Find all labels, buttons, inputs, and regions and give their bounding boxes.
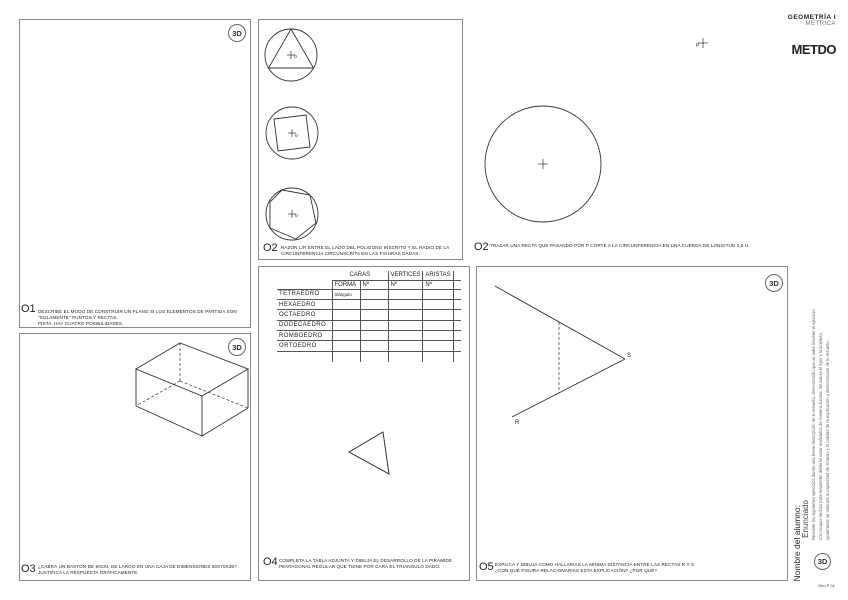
sub-header-forma: FORMA xyxy=(332,280,360,289)
caption-line: RAZON L/R ENTRE EL LADO DEL POLIGONO INSCRITO Y EL RADIO DE LA xyxy=(281,245,450,250)
caption-line: ¿CON QUÉ FIGURA RELACIONARIAS ESTA EXPLICACIÓN? ¿POR QUÉ? xyxy=(495,568,658,574)
3d-badge: 3D xyxy=(228,338,246,356)
exercise-number: O3 xyxy=(21,563,36,575)
exercise-number: O2 xyxy=(474,241,489,253)
exercise-number: O1 xyxy=(21,303,36,315)
exercise-panel-2 xyxy=(258,19,463,260)
point-p-label: P xyxy=(696,43,700,49)
row-label: DODECAEDRO xyxy=(277,320,332,330)
caption-line: COMPLETA LA TABLA ADJUNTA Y DIBUJA EL DESARROLLO DE LA PIRAMIDE xyxy=(279,558,453,563)
3d-badge: 3D xyxy=(814,553,831,570)
circle-pentagon-figure xyxy=(266,188,318,240)
instructions-line: Los croquis hechos para responder deberán estar realizados de manera sucinta. Se valora el rigor y la limpieza. xyxy=(818,332,823,540)
triangle-figure xyxy=(259,267,471,582)
caption-line: ¿CABRÁ UN BASTON DE 90CM. DE LARGO EN UNA CAJA DE DIMENSIONES 50X70X35? xyxy=(38,564,237,569)
exercise-caption xyxy=(38,309,248,328)
exercise-caption xyxy=(495,562,785,574)
exercise-caption xyxy=(490,243,780,249)
circle-figure xyxy=(470,19,780,260)
line-r-label: R xyxy=(515,420,520,426)
exercise-caption xyxy=(279,558,469,570)
caption-line: PISTA: HAY CUATRO POSIBILIDADES. xyxy=(38,321,124,327)
row-label: OCTAEDRO xyxy=(277,310,332,320)
instructions-line: Igualmente se valorará la capacidad de síntesis y la calidad de la explicación y demostración de lo resuelto. xyxy=(825,340,830,540)
center-label: o xyxy=(294,54,297,60)
statement-label: Enunciado xyxy=(801,500,810,538)
caption-line: TRAZAR UNA RECTA QUE PASANDO POR P CORTE A LA CIRCUNFERENCIA EN UNA CUERDA DE LONGITUD 3,5 U. xyxy=(490,243,750,248)
exercise-area-circle xyxy=(470,19,780,260)
row-label: HEXAEDRO xyxy=(277,299,332,309)
row-label: ROMBOEDRO xyxy=(277,331,332,341)
caption-line: EXPLICA Y DIBUJA COMO HALLARIAS LA MINIMA DISTANCIA ENTRE LAS RECTAS R Y S xyxy=(495,562,695,567)
skew-lines-figure xyxy=(477,267,789,582)
sub-header-count: Nº xyxy=(423,280,453,289)
student-name-label: Nombre del alumno: xyxy=(792,505,802,582)
caption-line: "SOLAMENTE" PUNTOS Y RECTAS. xyxy=(38,315,118,321)
row-label: ORTOEDRO xyxy=(277,341,332,351)
group-header-aristas: ARISTAS xyxy=(423,271,453,280)
sub-header-count: Nº xyxy=(388,280,423,289)
3d-badge: 3D xyxy=(228,24,246,42)
metodo-logo: METDO xyxy=(791,42,836,57)
group-header-caras: CARAS xyxy=(332,271,388,280)
exercise-number: O5 xyxy=(479,561,494,573)
group-header-vertices: VERTICES xyxy=(388,271,423,280)
center-label: o xyxy=(295,213,298,219)
exercise-panel-4 xyxy=(258,266,470,581)
exercise-number: O2 xyxy=(263,242,278,254)
sub-header-count: Nº xyxy=(360,280,388,289)
caption-line: JUSTIFICA LA RESPUESTA GRÁFICAMENTE. xyxy=(38,570,139,576)
exercise-caption xyxy=(281,245,461,257)
exercise-panel-5 xyxy=(476,266,788,581)
inscribed-polygons-figure xyxy=(261,22,341,237)
caption-line: DESCRIBE EL MODO DE CONSTRUIR UN PLANO SI LOS ELEMENTOS DE PARTIDA SON xyxy=(38,309,237,314)
exercise-panel-3 xyxy=(19,333,251,581)
exercise-number: O4 xyxy=(263,556,278,568)
row-label: TETRAEDRO xyxy=(277,289,332,299)
subject-title: GEOMETRÍA I xyxy=(787,14,836,21)
3d-badge: 3D xyxy=(765,274,783,292)
center-label: o xyxy=(295,133,298,139)
subject-subtitle: MÉTRICA xyxy=(805,21,836,27)
box-figure xyxy=(20,334,252,474)
circle-square-figure xyxy=(266,107,318,159)
exercise-caption xyxy=(38,564,250,576)
line-s-label: S xyxy=(627,353,632,359)
caption-line: PENTAGONAL REGULAR QUE TIENE POR CARA EL TRIANGULO DADO. xyxy=(279,564,441,570)
row-forma-cell: triángulo xyxy=(332,289,360,299)
subject-header xyxy=(788,14,836,27)
page-code: Geo P 01 xyxy=(818,583,835,588)
circle-triangle-figure xyxy=(265,29,317,81)
caption-line: CIRCUNFERENCIA CIRCUNSCRITA EN LAS FIGURAS DADAS. xyxy=(281,251,420,257)
instructions-line: Resolver los siguientes ejercicios dando una breve descripción de lo resuelto, demostrando que se sabe resolver el ejercicio. xyxy=(811,308,816,540)
exercise-panel-1 xyxy=(19,19,251,328)
